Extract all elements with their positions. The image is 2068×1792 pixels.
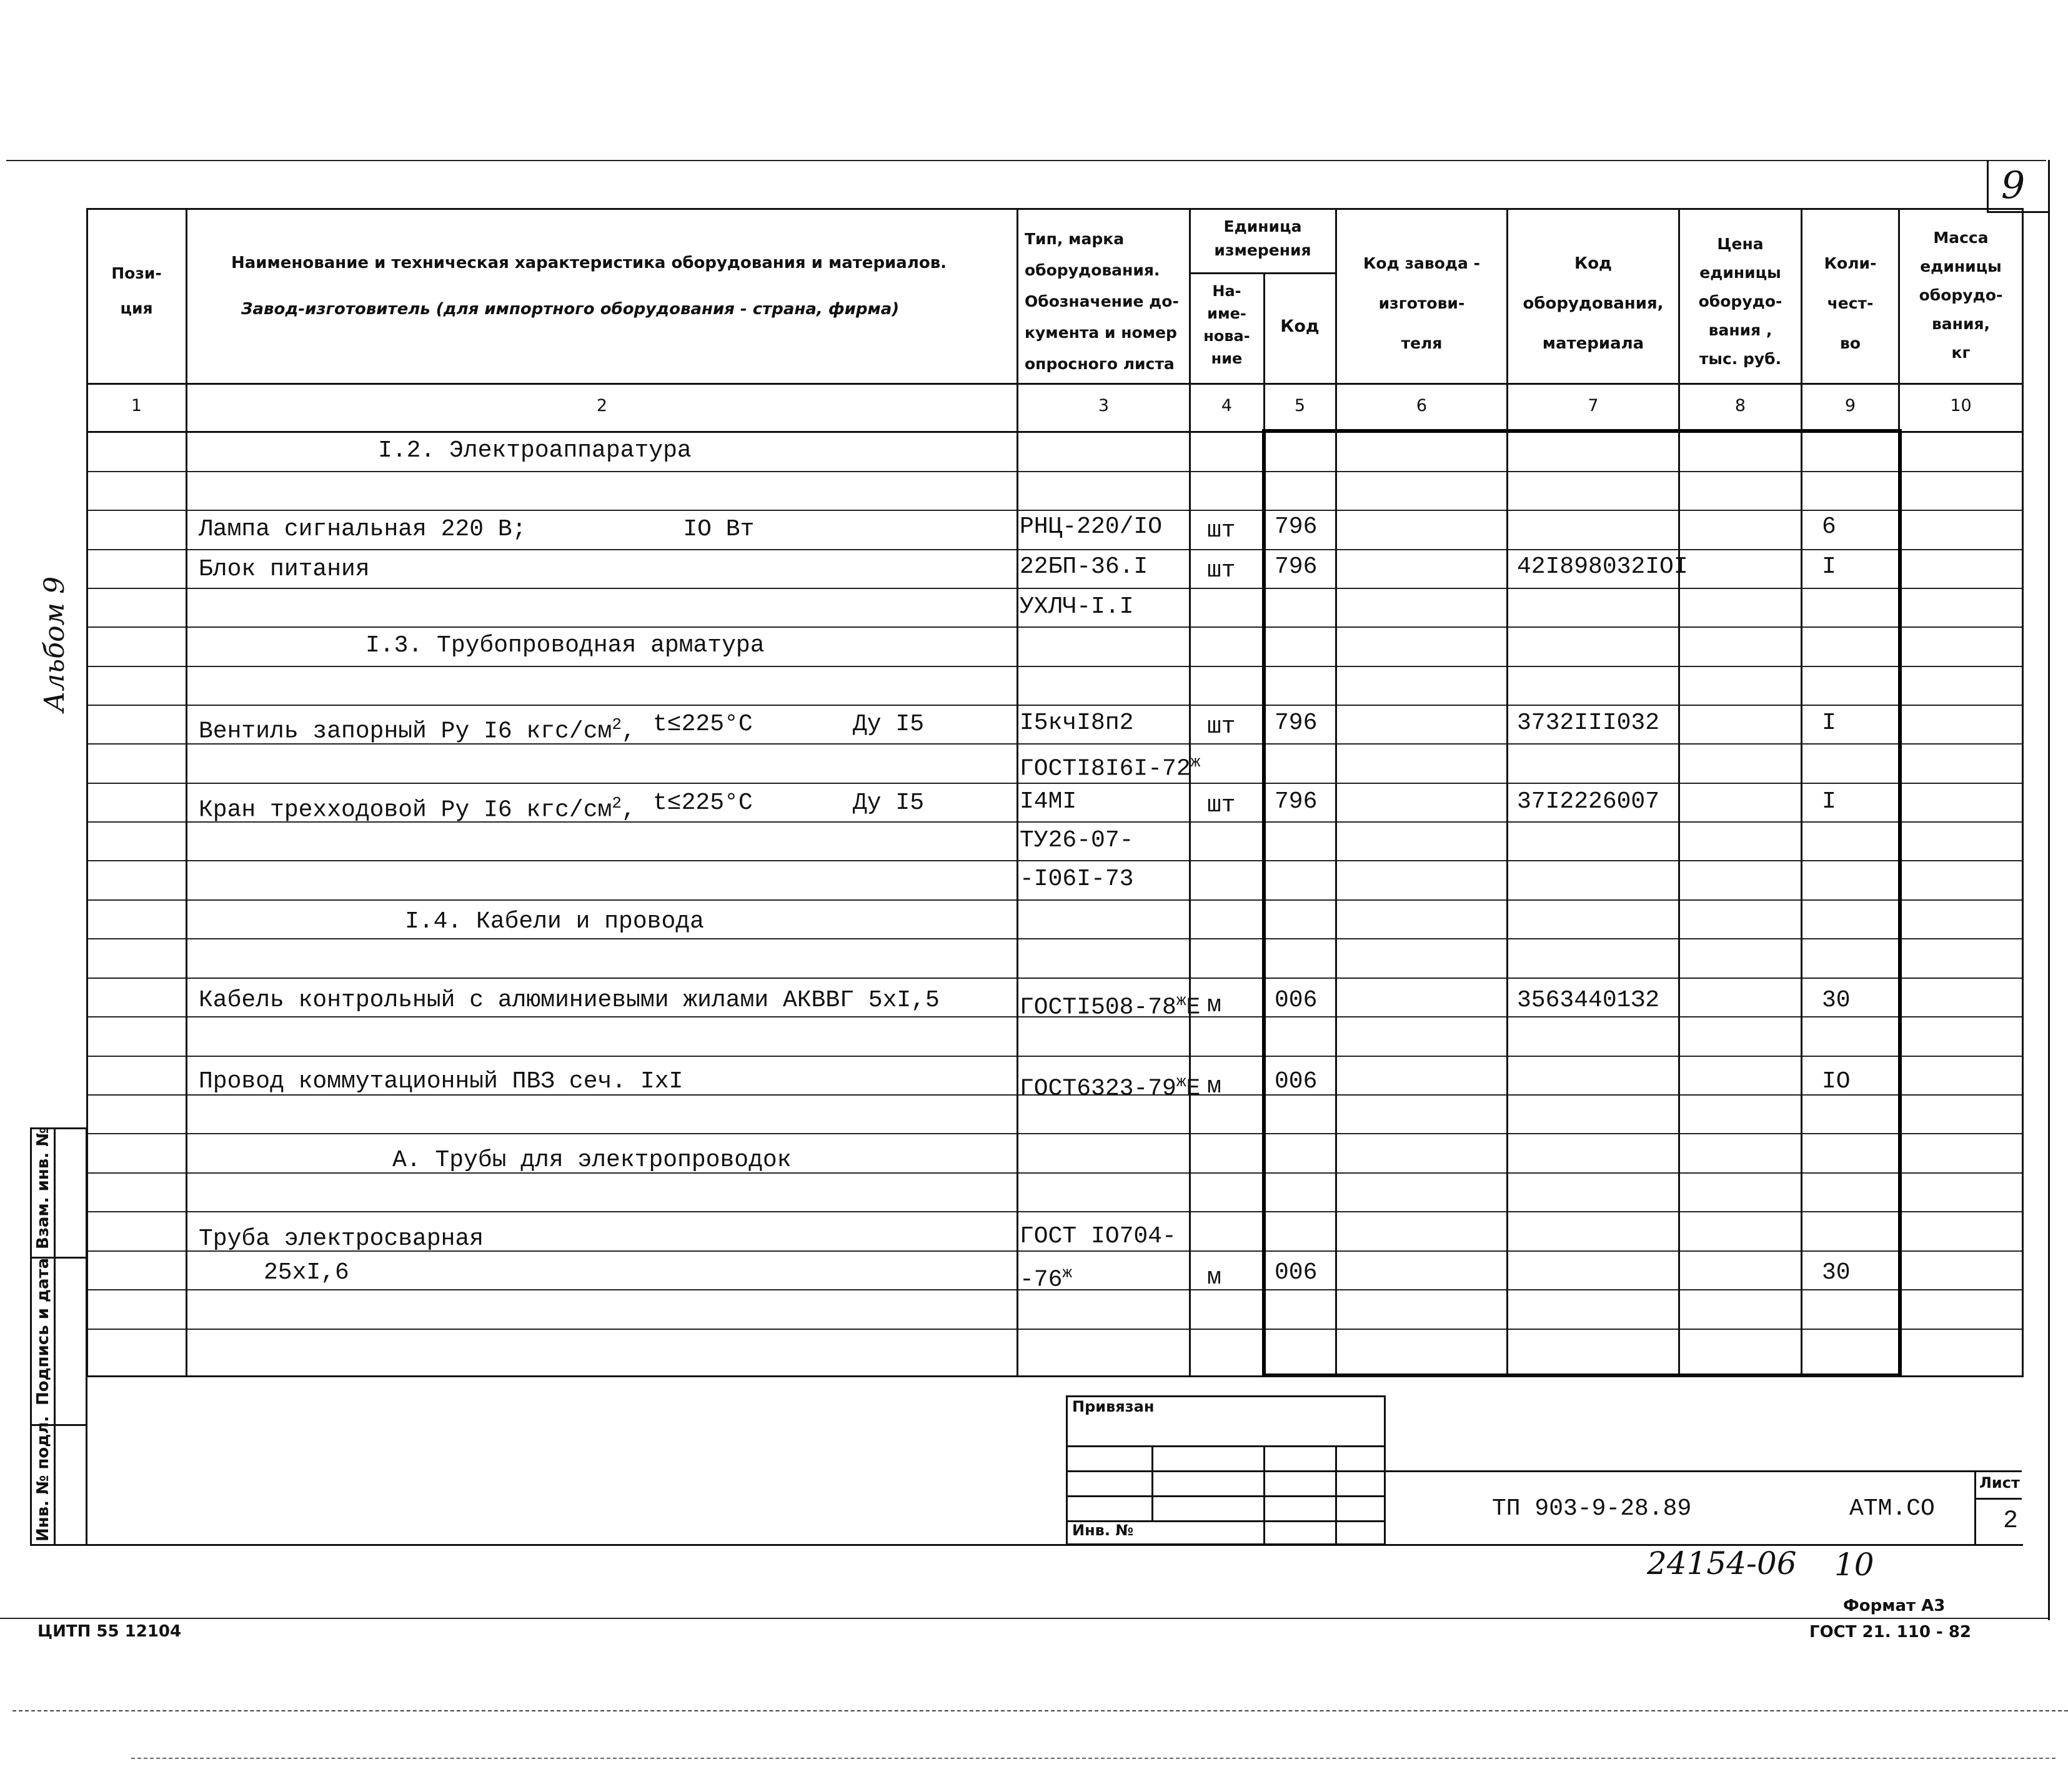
row-valve-gost: $ГОСТI8I6I-72^ж$ xyxy=(1020,753,1201,783)
sheet-box-line xyxy=(1974,1498,2022,1500)
row-lamp-name: Лампа сигнальная 220 В; IO Вт xyxy=(199,516,755,543)
row-line-19 xyxy=(86,1211,2022,1212)
table-top-line xyxy=(86,208,2022,210)
row-pipe-size: 25хI,6 xyxy=(264,1259,349,1286)
row-line-12 xyxy=(86,938,2022,939)
col-line-7 xyxy=(1678,208,1680,1377)
row-tap-temp: t≤225°С xyxy=(653,790,753,816)
row-line-10 xyxy=(86,860,2022,861)
album-label: Альбом 9 xyxy=(39,576,71,712)
privyazan-line-2 xyxy=(1066,1470,1386,1472)
col-line-8 xyxy=(1801,208,1802,1377)
top-border-line xyxy=(6,160,2046,161)
header-unit-group: Единица измерения xyxy=(1214,217,1311,259)
section-title-a: А. Трубы для электропроводок xyxy=(392,1147,792,1174)
row-cable-equip-code: 35634401З2 xyxy=(1517,987,1660,1014)
column-number-3: 3 xyxy=(1098,396,1110,415)
row-pipe-type-2: $-76^ж$ xyxy=(1020,1264,1073,1294)
row-line-22 xyxy=(86,1329,2022,1330)
unit-group-divider xyxy=(1189,272,1335,274)
col-line-1 xyxy=(186,208,187,1377)
row-cable-unit: м xyxy=(1207,992,1221,1019)
footer-gost: ГОСТ 21. 110 - 82 xyxy=(1809,1623,1971,1641)
row-tap-tu: ТУ26-07- xyxy=(1020,827,1134,854)
row-wire-qty: IO xyxy=(1822,1068,1851,1095)
column-number-8: 8 xyxy=(1734,396,1746,415)
row-tap-unit-code: 796 xyxy=(1275,788,1318,815)
col-line-2 xyxy=(1017,208,1018,1377)
row-lamp-type: РНЦ-220/IO xyxy=(1020,513,1163,540)
column-number-2: 2 xyxy=(596,396,608,415)
row-pipe-qty: 30 xyxy=(1822,1259,1851,1286)
row-line-1 xyxy=(86,510,2022,511)
header-type: Тип, марка оборудования. Обозначение до- кумента и номер опросного листа xyxy=(1025,230,1179,373)
scan-edge-line-2 xyxy=(131,1758,2056,1759)
row-wire-unit-code: 006 xyxy=(1275,1068,1318,1095)
handwritten-page: 10 xyxy=(1834,1547,1874,1583)
row-pipe-unit-code: 006 xyxy=(1275,1259,1318,1286)
row-pipe-unit: м xyxy=(1207,1264,1221,1291)
footer-left: ЦИТП 55 12104 xyxy=(37,1622,182,1641)
row-line-18 xyxy=(86,1172,2022,1174)
bottom-border-line xyxy=(0,1618,2048,1619)
row-wire-name: Провод коммутационный ПВЗ сеч. IxI xyxy=(199,1068,684,1095)
thick-top-line xyxy=(1263,429,1902,433)
col-line-3 xyxy=(1189,208,1191,1377)
corner-number: 9 xyxy=(2001,164,2026,207)
side-label-podpis: Подпись и дата xyxy=(34,1257,52,1405)
row-valve-equip-code: 3732III032 xyxy=(1517,710,1660,736)
sheet-box-divider xyxy=(1974,1470,1976,1545)
row-power-unit: шт xyxy=(1207,557,1236,584)
row-tap-qty: I xyxy=(1822,788,1836,815)
header-name-line2: Завод-изготовитель (для импортного оборудования - страна, фирма) xyxy=(241,300,900,319)
header-unit-code: Код xyxy=(1280,317,1320,336)
row-lamp-unit: шт xyxy=(1207,517,1236,544)
doc-code: ТП 903-9-28.89 xyxy=(1492,1495,1692,1522)
row-valve-temp: t≤225°С xyxy=(653,711,753,738)
col-line-9-thick xyxy=(1898,429,1902,1377)
footer-format: Формат А3 xyxy=(1843,1596,1946,1615)
section-title-1-3: I.3. Трубопроводная арматура xyxy=(365,632,765,659)
privyazan-label: Привязан xyxy=(1072,1398,1155,1415)
row-line-15 xyxy=(86,1056,2022,1057)
row-lamp-qty: 6 xyxy=(1822,513,1836,540)
row-valve-qty: I xyxy=(1822,710,1836,736)
corner-number-box xyxy=(1987,160,2048,213)
header-equipment-code: Код оборудования, материала xyxy=(1523,254,1664,353)
header-position: Пози- ция xyxy=(111,264,162,317)
header-quantity: Коли- чест- во xyxy=(1824,254,1877,352)
section-title-1-2: I.2. Электроаппаратура xyxy=(378,437,692,464)
doc-suffix: АТМ.СО xyxy=(1849,1495,1935,1522)
scan-edge-line xyxy=(12,1710,2068,1711)
row-valve-unit-code: 796 xyxy=(1275,710,1318,736)
row-tap-type: I4MI xyxy=(1020,788,1077,815)
row-line-4 xyxy=(86,626,2022,628)
handwritten-number: 24154-06 xyxy=(1647,1545,1797,1582)
header-bottom-line xyxy=(86,383,2022,385)
side-stamp-divider xyxy=(54,1127,56,1546)
col-line-6 xyxy=(1506,208,1508,1377)
row-wire-unit: м xyxy=(1207,1073,1221,1100)
row-wire-type: $ГОСТ6323-79^жЕ$ xyxy=(1020,1072,1201,1102)
row-cable-unit-code: 006 xyxy=(1275,987,1318,1014)
row-line-17 xyxy=(86,1133,2022,1134)
right-border-line xyxy=(2048,160,2050,1620)
row-cable-name: Кабель контрольный с алюминиевыми жилами АКВВГ 5хI,5 xyxy=(199,987,940,1014)
column-number-9: 9 xyxy=(1844,396,1856,415)
sheet-number: 2 xyxy=(2003,1507,2019,1535)
row-power-type: 22БП-36.I xyxy=(1020,553,1148,580)
row-line-6 xyxy=(86,705,2022,706)
inv-no-label: Инв. № xyxy=(1072,1522,1134,1539)
side-label-vzam: Взам. инв. № xyxy=(34,1127,52,1249)
row-line-3 xyxy=(86,588,2022,589)
col-line-5 xyxy=(1335,208,1337,1377)
section-title-1-4: I.4. Кабели и провода xyxy=(405,908,704,935)
row-line-5 xyxy=(86,666,2022,667)
row-tap-name: Кран трехходовой Ру I6 кгс/$см^2$, xyxy=(199,794,636,824)
privyazan-vline-3 xyxy=(1335,1445,1337,1545)
header-name-line1: Наименование и техническая характеристика оборудования и материалов. xyxy=(231,254,947,272)
row-valve-name: Вентиль запорный Ру I6 кгс/$см^2$, xyxy=(199,715,636,745)
row-cable-qty: 30 xyxy=(1822,987,1851,1014)
column-number-1: 1 xyxy=(131,396,142,415)
row-power-unit-code: 796 xyxy=(1275,553,1318,580)
row-valve-unit: шт xyxy=(1207,713,1236,740)
table-bottom-line xyxy=(86,1375,2022,1377)
row-line-0 xyxy=(86,471,2022,472)
row-tap-tu-2: -I06I-73 xyxy=(1020,866,1134,893)
row-pipe-name: Труба электросварная xyxy=(199,1225,484,1252)
row-cable-type: $ГОСТI508-78^жЕ$ xyxy=(1020,991,1201,1021)
column-number-5: 5 xyxy=(1294,396,1306,415)
row-tap-equip-code: 37I2226007 xyxy=(1517,788,1660,815)
header-unit-price: Цена единицы оборудо- вания , тыс. руб. xyxy=(1698,235,1782,368)
row-valve-dn: Ду I5 xyxy=(853,711,925,738)
side-label-inv-podl: Инв. № подл. xyxy=(34,1415,52,1542)
row-tap-dn: Ду I5 xyxy=(853,790,925,816)
privyazan-vline-2 xyxy=(1263,1445,1265,1545)
privyazan-line-1 xyxy=(1066,1445,1386,1447)
row-power-equip-code: 42I898032IOI xyxy=(1517,553,1688,580)
header-mass: Масса единицы оборудо- вания, кг xyxy=(1919,229,2003,362)
header-factory-code: Код завода - изготови- теля xyxy=(1363,254,1481,352)
column-number-4: 4 xyxy=(1221,396,1233,415)
header-unit-name: На- име- нова- ние xyxy=(1203,282,1250,367)
row-pipe-type: ГОСТ IO704- xyxy=(1020,1223,1176,1250)
row-power-name: Блок питания xyxy=(199,556,370,583)
privyazan-line-3 xyxy=(1066,1495,1386,1497)
row-power-type-2: УХЛЧ-I.I xyxy=(1020,593,1134,620)
privyazan-vline-1 xyxy=(1151,1445,1153,1520)
row-tap-unit: шт xyxy=(1207,792,1236,819)
table-right-line xyxy=(2022,208,2024,1377)
col-line-4-thick xyxy=(1262,429,1266,1377)
title-block-top-line xyxy=(1386,1470,2022,1472)
row-valve-type: I5кчI8п2 xyxy=(1020,710,1134,736)
column-number-7: 7 xyxy=(1588,396,1599,415)
row-lamp-unit-code: 796 xyxy=(1275,513,1318,540)
column-number-10: 10 xyxy=(1950,396,1972,415)
row-line-11 xyxy=(86,899,2022,901)
column-number-6: 6 xyxy=(1416,396,1428,415)
row-power-qty: I xyxy=(1822,553,1836,580)
row-line-2 xyxy=(86,549,2022,550)
row-line-13 xyxy=(86,978,2022,979)
sheet-label: Лист xyxy=(1979,1474,2020,1492)
